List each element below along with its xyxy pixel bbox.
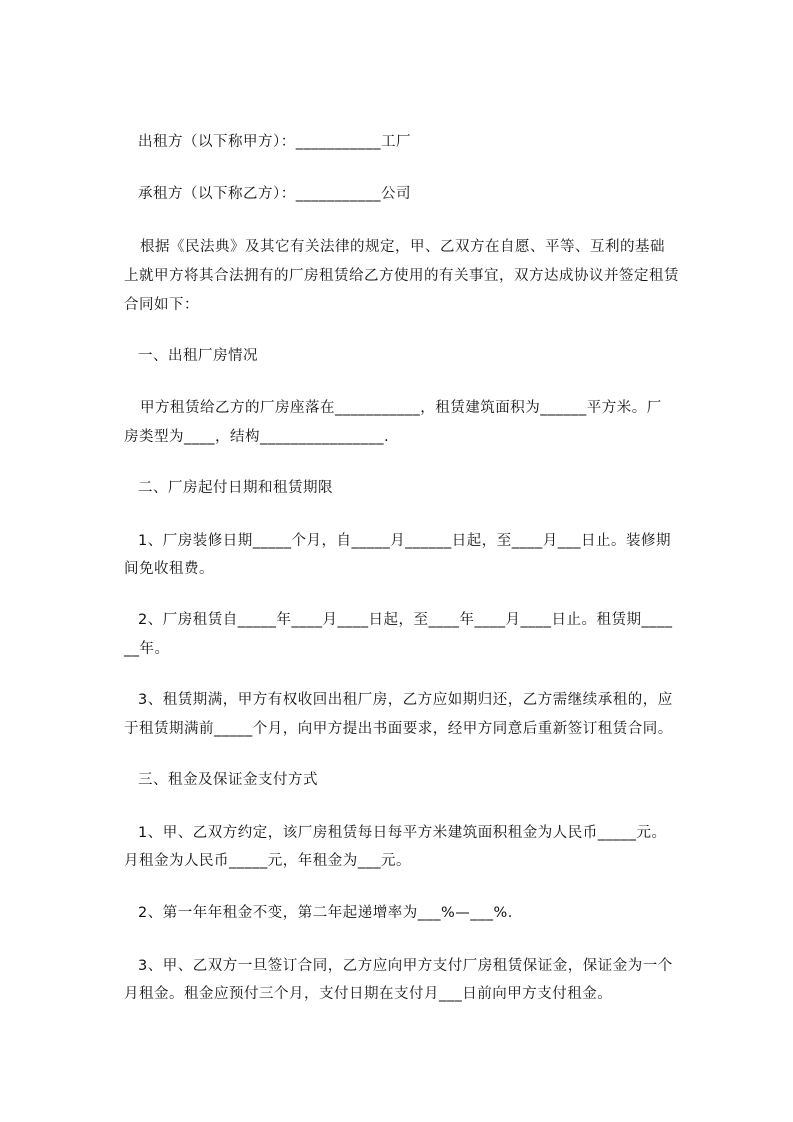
clause-2-2-line-1: 2、厂房租赁自_____年____月____日起，至____年____月____日止。租赁期____ (138, 612, 673, 628)
lessor-line: 出租方（以下称甲方）：___________工厂 (138, 134, 411, 150)
clause-3-3-line-2: 月租金。租金应预付三个月，支付日期在支付月___日前向甲方支付租金。 (124, 986, 613, 1002)
clause-3-1-line-2: 月租金为人民币_____元，年租金为___元。 (124, 853, 411, 869)
preamble-line-1: 根据《民法典》及其它有关法律的规定，甲、乙双方在自愿、平等、互利的基础 (140, 239, 665, 255)
clause-3-1-line-1: 1、甲、乙双方约定，该厂房租赁每日每平方米建筑面积租金为人民币_____元。 (138, 825, 667, 841)
section-2-heading: 二、厂房起付日期和租赁期限 (138, 480, 333, 496)
clause-3-2-line: 2、第一年年租金不变，第二年起递增率为___%—___%. (138, 905, 513, 921)
section-1-heading: 一、出租厂房情况 (138, 348, 258, 364)
preamble-line-2: 上就甲方将其合法拥有的厂房租赁给乙方使用的有关事宜，双方达成协议并签定租赁 (124, 268, 679, 284)
clause-2-2-line-2: __年。 (124, 641, 170, 657)
clause-3-3-line-1: 3、甲、乙双方一旦签订合同，乙方应向甲方支付厂房租赁保证金，保证金为一个 (138, 958, 673, 974)
section-3-heading: 三、租金及保证金支付方式 (138, 772, 318, 788)
clause-2-1-line-2: 间免收租费。 (124, 561, 214, 577)
section-1-text-2: 房类型为____，结构________________. (124, 429, 390, 445)
clause-2-3-line-1: 3、租赁期满，甲方有权收回出租厂房，乙方应如期归还，乙方需继续承租的，应 (138, 692, 673, 708)
clause-2-1-line-1: 1、厂房装修日期_____个月，自_____月______日起，至____月___日止。装修期 (138, 533, 671, 549)
clause-2-3-line-2: 于租赁期满前_____个月，向甲方提出书面要求，经甲方同意后重新签订租赁合同。 (124, 721, 673, 737)
section-1-text-1: 甲方租赁给乙方的厂房座落在___________，租赁建筑面积为______平方米。厂 (140, 400, 662, 416)
lessee-line: 承租方（以下称乙方）：___________公司 (138, 186, 411, 202)
preamble-line-3: 合同如下： (124, 297, 199, 313)
